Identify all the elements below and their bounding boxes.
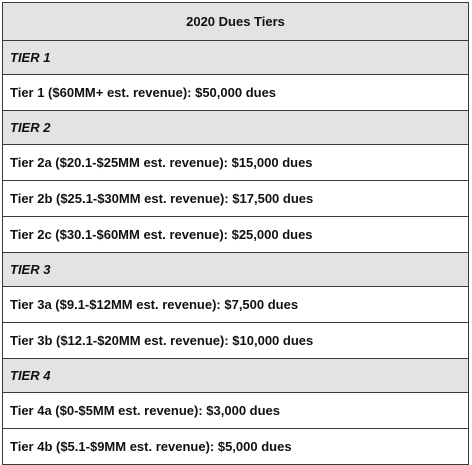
table-row: [3, 181, 469, 217]
tier-4-heading: TIER 4: [3, 359, 469, 393]
tier-3-heading: TIER 3: [3, 253, 469, 287]
tier-header-row: [3, 111, 469, 145]
table-row: [3, 145, 469, 181]
tier-2-heading: TIER 2: [3, 111, 469, 145]
table-row: [3, 323, 469, 359]
tier-3b-dues: Tier 3b ($12.1-$20MM est. revenue): $10,000 dues: [3, 323, 469, 359]
tier-header-row: [3, 359, 469, 393]
tier-2b-dues: Tier 2b ($25.1-$30MM est. revenue): $17,500 dues: [3, 181, 469, 217]
tier-3a-dues: Tier 3a ($9.1-$12MM est. revenue): $7,500 dues: [3, 287, 469, 323]
tier-4a-dues: Tier 4a ($0-$5MM est. revenue): $3,000 dues: [3, 393, 469, 429]
tier-header-row: [3, 41, 469, 75]
tier-2c-dues: Tier 2c ($30.1-$60MM est. revenue): $25,000 dues: [3, 217, 469, 253]
table-row: [3, 287, 469, 323]
table-row: [3, 393, 469, 429]
table-row: [3, 429, 469, 465]
tier-2a-dues: Tier 2a ($20.1-$25MM est. revenue): $15,000 dues: [3, 145, 469, 181]
table-row: [3, 217, 469, 253]
table-row: [3, 75, 469, 111]
tier-1-dues: Tier 1 ($60MM+ est. revenue): $50,000 dues: [3, 75, 469, 111]
table-title: 2020 Dues Tiers: [3, 3, 469, 41]
dues-tiers-table: [2, 2, 469, 465]
tier-1-heading: TIER 1: [3, 41, 469, 75]
tier-4b-dues: Tier 4b ($5.1-$9MM est. revenue): $5,000 dues: [3, 429, 469, 465]
tier-header-row: [3, 253, 469, 287]
table-title-row: [3, 3, 469, 41]
